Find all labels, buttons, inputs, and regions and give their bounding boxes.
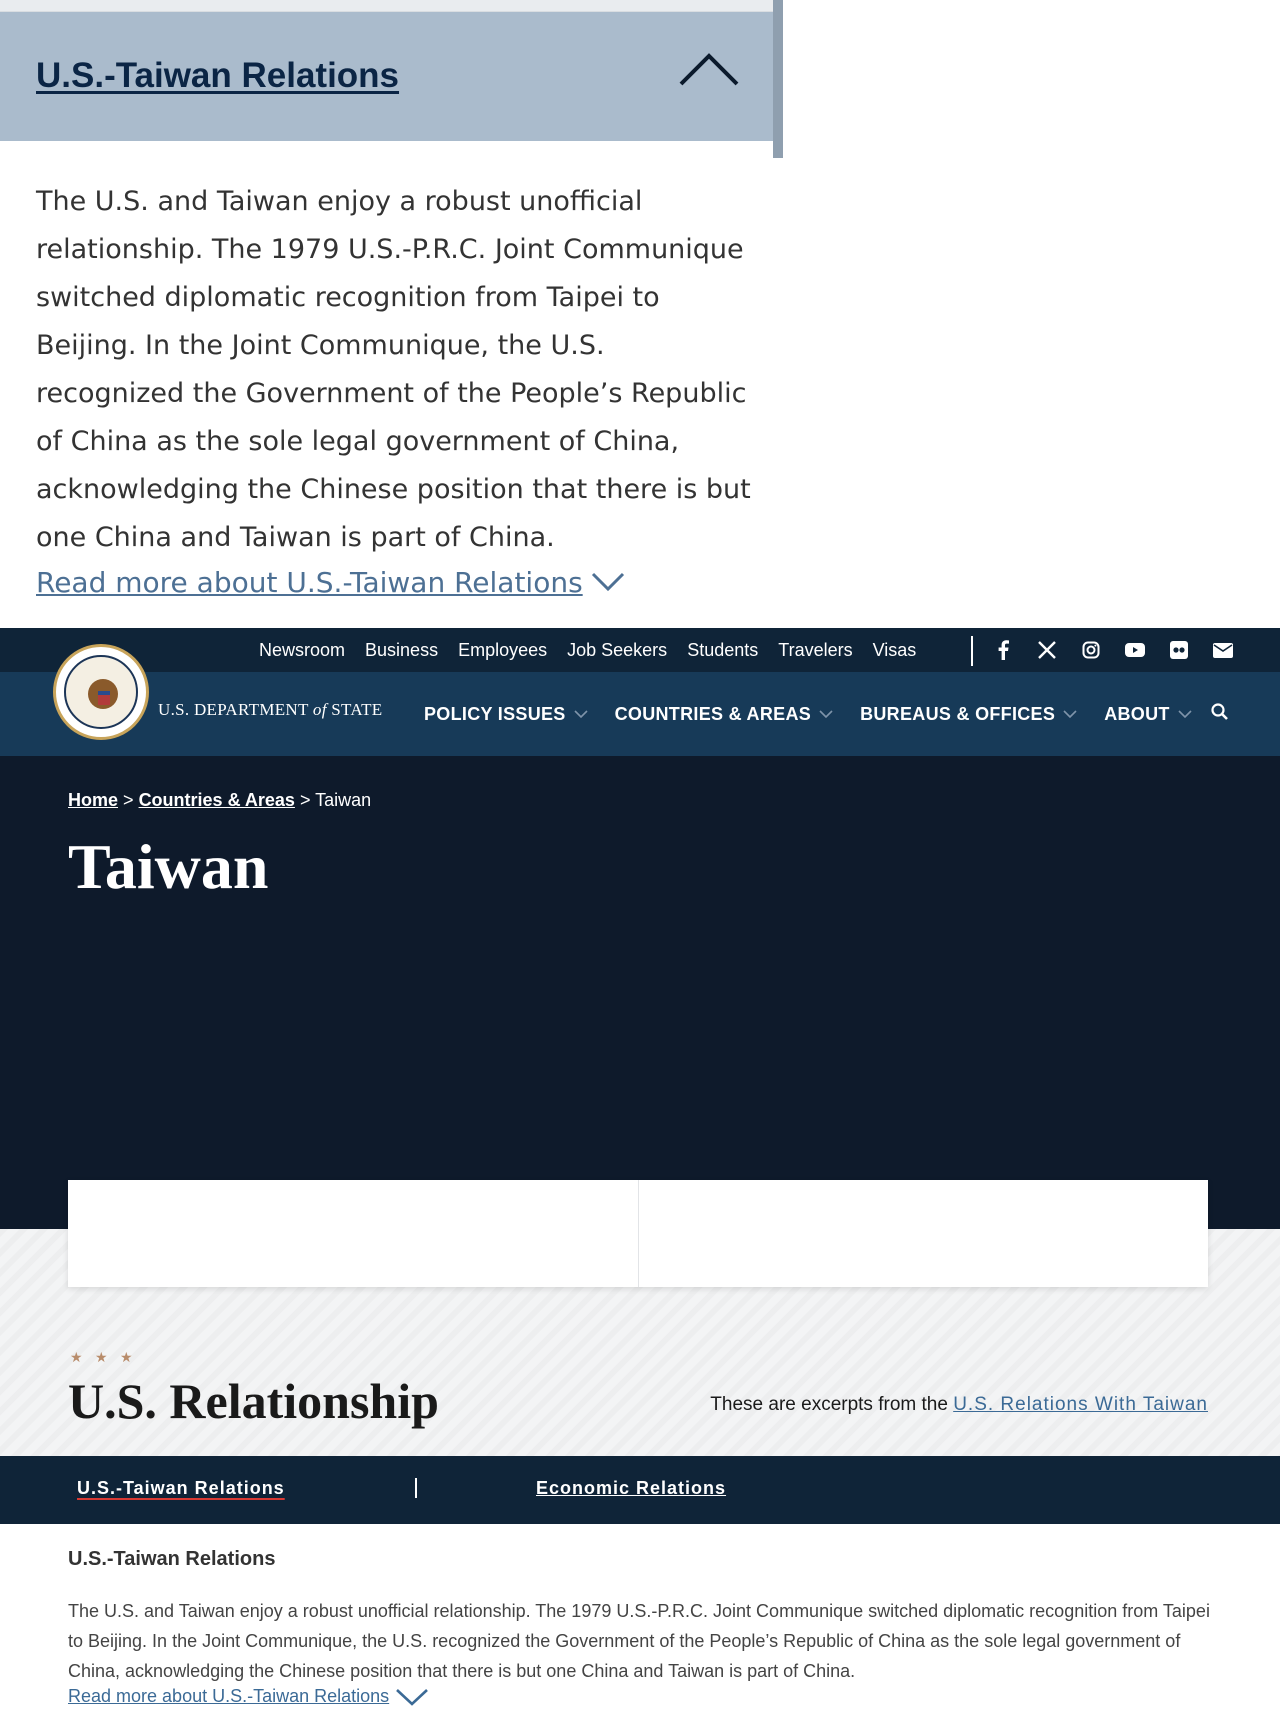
stars-ornament: ★ ★ ★ [70,1350,137,1366]
youtube-icon[interactable] [1125,640,1145,660]
utility-link-business[interactable]: Business [365,639,439,660]
breadcrumb-separator: > [299,790,311,810]
utility-bar [0,628,1280,672]
utility-link-visas[interactable]: Visas [872,639,917,660]
department-seal-logo[interactable] [53,644,149,740]
nav-about-label: ABOUT [1104,703,1170,724]
accordion-body-text: The U.S. and Taiwan enjoy a robust unofficial relationship. The 1979 U.S.-P.R.C. Joint Communique switched diplomatic recognition from Taipei to Beijing. In the Joint Communique, the U.S. recognized the Government of the People’s Republic of China as the sole legal government of China, acknowledging the Chinese position that there is but one China and Taiwan is part of China. [36,186,751,553]
relationship-title: U.S. Relationship [68,1373,439,1429]
hero-banner [0,756,1280,1229]
accordion-read-more-label: Read more about U.S.-Taiwan Relations [36,566,583,599]
wordmark-prefix: U.S. DEPARTMENT [158,700,313,719]
x-icon[interactable] [1037,640,1057,660]
flickr-icon[interactable] [1169,640,1189,660]
instagram-icon[interactable] [1081,640,1101,660]
chevron-down-icon [1178,710,1192,719]
section-body-text: The U.S. and Taiwan enjoy a robust unofficial relationship. The 1979 U.S.-P.R.C. Joint Communique switched diplomatic recognition from Taipei to Beijing. In the Joint Communique, the U.S. recognized the Government of the People’s Republic of China as the sole legal government of China, acknowledging the Chinese position that there is but one China and Taiwan is part of China. [68,1601,1210,1681]
scrollbar[interactable] [773,0,783,158]
primary-nav [424,672,1192,756]
excerpt-prefix: These are excerpts from the [710,1394,948,1415]
accordion-title[interactable]: U.S.-Taiwan Relations [36,56,400,95]
info-card [68,1180,638,1287]
nav-bureaus-offices-label: BUREAUS & OFFICES [860,703,1056,724]
chevron-down-icon [395,1687,429,1707]
search-icon[interactable] [1208,700,1232,724]
utility-link-students[interactable]: Students [687,639,759,660]
utility-link-newsroom[interactable]: Newsroom [259,639,346,660]
utility-link-travelers[interactable]: Travelers [778,639,853,660]
social-links [993,628,1233,672]
breadcrumb-separator: > [123,790,134,810]
wordmark-of: of [312,700,327,719]
nav-countries-areas[interactable] [615,704,833,725]
section-heading: U.S.-Taiwan Relations [68,1548,276,1570]
department-wordmark[interactable] [158,700,382,720]
accordion-read-more-link[interactable] [36,566,625,599]
breadcrumb-current: Taiwan [315,790,372,810]
section-read-more-label: Read more about U.S.-Taiwan Relations [68,1686,390,1706]
info-card [638,1180,1209,1287]
utility-divider [971,636,973,666]
nav-about[interactable] [1104,704,1192,725]
chevron-down-icon [819,710,833,719]
utility-links [259,628,916,672]
facebook-icon[interactable] [993,640,1013,660]
nav-bureaus-offices[interactable] [860,704,1077,725]
seal-inner-ring [64,655,138,729]
nav-policy-issues[interactable] [424,704,588,725]
nav-policy-issues-label: POLICY ISSUES [424,703,566,724]
breadcrumb [68,790,371,811]
info-cards [68,1180,1208,1287]
chevron-down-icon [574,710,588,719]
seal-shield [98,691,110,705]
excerpt-link[interactable]: U.S. Relations With Taiwan [953,1394,1208,1415]
tab-us-taiwan-relations[interactable]: U.S.-Taiwan Relations [77,1478,285,1498]
wordmark-suffix: STATE [326,700,383,719]
chevron-down-icon [591,571,625,593]
chevron-up-icon[interactable] [678,48,740,88]
email-icon[interactable] [1213,640,1233,660]
breadcrumb-home[interactable]: Home [68,790,119,810]
tab-divider [415,1478,417,1498]
page-title: Taiwan [68,831,269,902]
nav-countries-areas-label: COUNTRIES & AREAS [614,703,812,724]
chevron-down-icon [1063,710,1077,719]
zoom-strip [0,0,783,12]
utility-link-job-seekers[interactable]: Job Seekers [567,639,668,660]
tab-economic-relations[interactable]: Economic Relations [536,1478,727,1498]
excerpt-note [710,1394,1208,1416]
breadcrumb-countries-areas[interactable]: Countries & Areas [138,790,295,810]
utility-link-employees[interactable]: Employees [458,639,548,660]
section-read-more-link[interactable] [68,1686,429,1707]
